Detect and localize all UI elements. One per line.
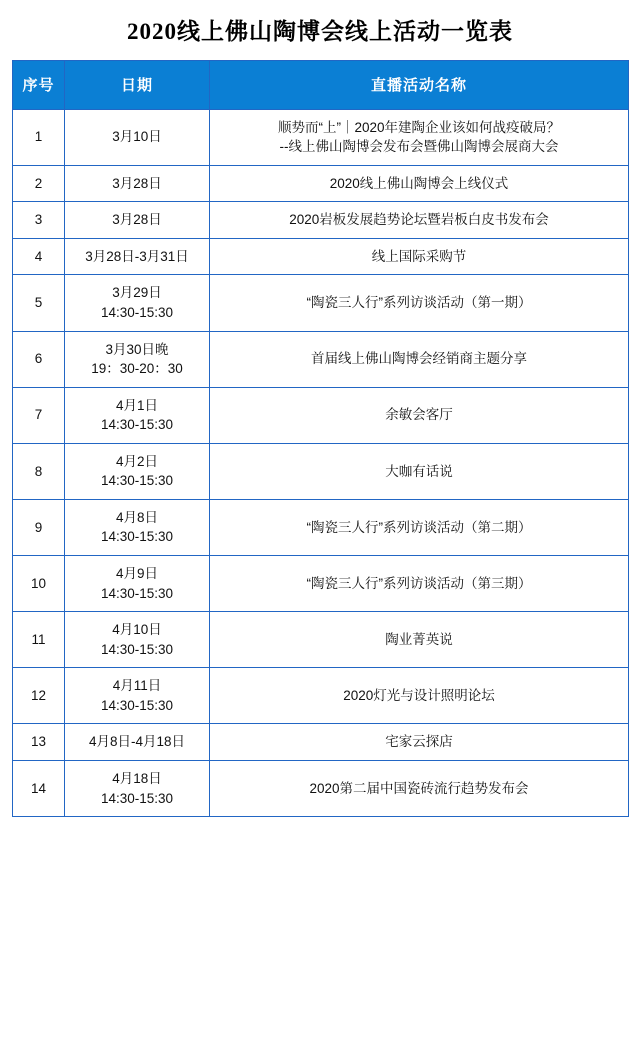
cell-date-line2: 14:30-15:30: [100, 790, 174, 806]
cell-date: [65, 499, 210, 555]
table-row: [13, 387, 629, 443]
cell-no: 6: [13, 331, 65, 387]
table-row: [13, 760, 629, 816]
cell-activity-name-line1: 大咖有话说: [385, 463, 453, 479]
cell-date-line1: 4月11日: [112, 678, 162, 694]
column-header-activity-name: 直播活动名称: [210, 60, 629, 109]
table-header-row: [13, 60, 629, 109]
table-row: [13, 668, 629, 724]
cell-date-line2: 14:30-15:30: [100, 304, 174, 320]
cell-date-line1: 4月8日-4月18日: [88, 734, 186, 750]
cell-no: 12: [13, 668, 65, 724]
table-row: [13, 724, 629, 761]
table-row: [13, 238, 629, 275]
table-row: [13, 331, 629, 387]
table-row: [13, 275, 629, 331]
cell-date: [65, 760, 210, 816]
table-row: [13, 165, 629, 202]
cell-activity-name-line1: 宅家云探店: [385, 734, 453, 750]
table-header: [13, 60, 629, 109]
cell-date-line2: 14:30-15:30: [100, 417, 174, 433]
cell-no: 10: [13, 556, 65, 612]
cell-date-line1: 3月29日: [112, 285, 162, 301]
cell-activity-name-line1: 首届线上佛山陶博会经销商主题分享: [311, 351, 527, 367]
cell-activity-name: [210, 331, 629, 387]
cell-no: 11: [13, 612, 65, 668]
cell-no: 2: [13, 165, 65, 202]
cell-date-line2: 14:30-15:30: [100, 697, 174, 713]
column-header-no: 序号: [13, 60, 65, 109]
cell-no: 14: [13, 760, 65, 816]
cell-date-line1: 3月28日-3月31日: [85, 248, 189, 264]
cell-activity-name-line1: 2020岩板发展趋势论坛暨岩板白皮书发布会: [289, 212, 549, 228]
cell-no: 1: [13, 109, 65, 165]
cell-activity-name-line2: --线上佛山陶博会发布会暨佛山陶博会展商大会: [279, 139, 559, 155]
cell-date: [65, 724, 210, 761]
cell-date-line2: 19：30-20：30: [91, 361, 183, 377]
cell-date-line1: 3月10日: [112, 129, 162, 145]
cell-date: [65, 275, 210, 331]
cell-date-line2: 14:30-15:30: [100, 473, 174, 489]
cell-activity-name-line1: 2020线上佛山陶博会上线仪式: [329, 175, 509, 191]
cell-activity-name: [210, 238, 629, 275]
cell-date: [65, 331, 210, 387]
cell-activity-name: [210, 202, 629, 239]
cell-activity-name: [210, 724, 629, 761]
cell-activity-name-line1: 余敏会客厅: [385, 407, 453, 423]
cell-date-line2: 14:30-15:30: [100, 641, 174, 657]
cell-activity-name-line1: 线上国际采购节: [371, 248, 467, 264]
table-row: [13, 556, 629, 612]
cell-date-line1: 4月2日: [115, 453, 159, 469]
cell-no: 3: [13, 202, 65, 239]
cell-no: 4: [13, 238, 65, 275]
cell-activity-name: [210, 387, 629, 443]
cell-activity-name-line1: 2020灯光与设计照明论坛: [343, 688, 495, 704]
cell-activity-name-line1: 陶业菁英说: [385, 631, 453, 647]
table-row: [13, 499, 629, 555]
table-row: [13, 443, 629, 499]
cell-activity-name: [210, 668, 629, 724]
cell-activity-name: [210, 556, 629, 612]
table-body: [13, 109, 629, 817]
cell-no: 8: [13, 443, 65, 499]
cell-date-line1: 4月1日: [115, 397, 159, 413]
cell-no: 5: [13, 275, 65, 331]
table-row: [13, 612, 629, 668]
cell-date-line2: 14:30-15:30: [100, 585, 174, 601]
cell-date-line1: 4月9日: [115, 566, 159, 582]
cell-activity-name-line1: “陶瓷三人行”系列访谈活动（第三期）: [306, 575, 532, 591]
activity-schedule-table: [12, 60, 629, 818]
cell-date: [65, 668, 210, 724]
table-row: [13, 109, 629, 165]
cell-activity-name: [210, 443, 629, 499]
cell-date-line1: 3月30日晚: [105, 341, 169, 357]
cell-date: [65, 109, 210, 165]
cell-date-line2: 14:30-15:30: [100, 529, 174, 545]
cell-no: 7: [13, 387, 65, 443]
cell-date: [65, 443, 210, 499]
cell-activity-name: [210, 612, 629, 668]
cell-date-line1: 4月10日: [112, 622, 162, 638]
column-header-date: 日期: [65, 60, 210, 109]
cell-activity-name: [210, 760, 629, 816]
cell-date-line1: 3月28日: [112, 212, 162, 228]
cell-no: 9: [13, 499, 65, 555]
cell-activity-name-line1: 顺势而“上”｜2020年建陶企业该如何战疫破局？: [277, 119, 561, 135]
cell-no: 13: [13, 724, 65, 761]
cell-activity-name: [210, 165, 629, 202]
cell-date: [65, 238, 210, 275]
cell-activity-name-line1: “陶瓷三人行”系列访谈活动（第一期）: [306, 295, 532, 311]
cell-activity-name-line1: “陶瓷三人行”系列访谈活动（第二期）: [306, 519, 532, 535]
cell-activity-name: [210, 499, 629, 555]
table-row: [13, 202, 629, 239]
cell-date-line1: 4月8日: [115, 509, 159, 525]
cell-date: [65, 612, 210, 668]
cell-date-line1: 3月28日: [112, 175, 162, 191]
cell-date: [65, 387, 210, 443]
cell-activity-name-line1: 2020第二届中国瓷砖流行趋势发布会: [309, 780, 529, 796]
page-title: 2020线上佛山陶博会线上活动一览表: [127, 19, 513, 44]
cell-date: [65, 165, 210, 202]
cell-date-line1: 4月18日: [112, 770, 162, 786]
cell-date: [65, 556, 210, 612]
cell-activity-name: [210, 109, 629, 165]
cell-activity-name: [210, 275, 629, 331]
cell-date: [65, 202, 210, 239]
